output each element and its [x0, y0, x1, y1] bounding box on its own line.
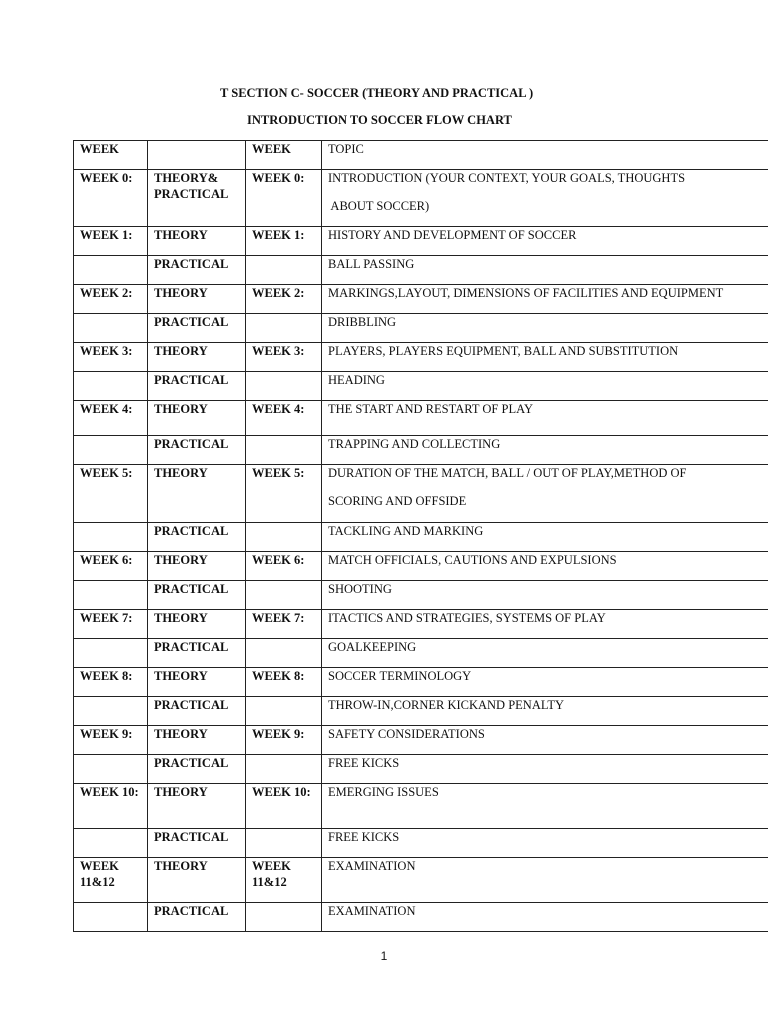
week-cell: WEEK 3: — [74, 343, 148, 372]
page-number: 1 — [380, 949, 388, 963]
table-row — [74, 343, 768, 372]
topic-line: SOCCER TERMINOLOGY — [328, 669, 472, 683]
session-type-cell: THEORY — [148, 285, 246, 314]
week-cell: WEEK 2: — [74, 285, 148, 314]
week-cell: WEEK 11&12 — [74, 858, 148, 903]
week-cell-2: WEEK 9: — [246, 726, 322, 755]
header-type — [148, 141, 246, 170]
week-cell — [74, 256, 148, 285]
table-row — [74, 285, 768, 314]
topic-cell — [322, 436, 768, 465]
document-subtitle: INTRODUCTION TO SOCCER FLOW CHART — [247, 113, 512, 127]
session-type-cell: THEORY — [148, 726, 246, 755]
week-cell-2: WEEK 1: — [246, 227, 322, 256]
topic-line: FREE KICKS — [328, 756, 400, 770]
table-row — [74, 465, 768, 523]
week-cell — [74, 639, 148, 668]
topic-line: HISTORY AND DEVELOPMENT OF SOCCER — [328, 228, 577, 242]
week-cell-2: WEEK 3: — [246, 343, 322, 372]
topic-line: EXAMINATION — [328, 859, 416, 873]
week-cell-2 — [246, 755, 322, 784]
session-type-cell: PRACTICAL — [148, 581, 246, 610]
topic-line: DURATION OF THE MATCH, BALL / OUT OF PLAY,METHOD OF — [328, 466, 687, 480]
session-type-cell: THEORY — [148, 858, 246, 903]
topic-line: THE START AND RESTART OF PLAY — [328, 402, 533, 416]
week-cell — [74, 829, 148, 858]
topic-cell — [322, 639, 768, 668]
session-type-cell: THEORY — [148, 343, 246, 372]
topic-cell — [322, 858, 768, 903]
table-row — [74, 314, 768, 343]
topic-cell — [322, 755, 768, 784]
session-type-cell: PRACTICAL — [148, 523, 246, 552]
header-topic: TOPIC — [322, 141, 768, 170]
week-cell-2 — [246, 314, 322, 343]
week-cell-2: WEEK 10: — [246, 784, 322, 829]
topic-cell — [322, 227, 768, 256]
topic-line: SHOOTING — [328, 582, 392, 596]
table-row — [74, 639, 768, 668]
topic-cell — [322, 465, 768, 523]
week-cell — [74, 697, 148, 726]
table-row — [74, 784, 768, 829]
week-cell: WEEK 9: — [74, 726, 148, 755]
topic-cell — [322, 829, 768, 858]
topic-cell — [322, 170, 768, 227]
header-week: WEEK — [74, 141, 148, 170]
week-cell-2 — [246, 697, 322, 726]
week-cell-2: WEEK 6: — [246, 552, 322, 581]
session-type-cell: PRACTICAL — [148, 314, 246, 343]
topic-line: BALL PASSING — [328, 257, 415, 271]
topic-line: HEADING — [328, 373, 385, 387]
flow-chart-table — [73, 140, 768, 932]
table-header-row — [74, 141, 768, 170]
week-cell-2: WEEK 5: — [246, 465, 322, 523]
week-cell — [74, 581, 148, 610]
session-type-cell: PRACTICAL — [148, 436, 246, 465]
topic-cell — [322, 903, 768, 932]
week-cell-2 — [246, 639, 322, 668]
session-type-cell: PRACTICAL — [148, 829, 246, 858]
topic-line: EMERGING ISSUES — [328, 785, 439, 799]
table-row — [74, 829, 768, 858]
table-row — [74, 401, 768, 436]
topic-cell — [322, 372, 768, 401]
week-cell — [74, 314, 148, 343]
topic-line: THROW-IN,CORNER KICKAND PENALTY — [328, 698, 564, 712]
table-row — [74, 372, 768, 401]
week-cell: WEEK 10: — [74, 784, 148, 829]
topic-cell — [322, 610, 768, 639]
week-cell — [74, 372, 148, 401]
table-row — [74, 170, 768, 227]
header-week-2: WEEK — [246, 141, 322, 170]
session-type-cell: THEORY — [148, 784, 246, 829]
session-type-cell: PRACTICAL — [148, 697, 246, 726]
week-cell-2 — [246, 581, 322, 610]
week-cell-2 — [246, 903, 322, 932]
topic-line: INTRODUCTION (YOUR CONTEXT, YOUR GOALS, THOUGHTS — [328, 171, 686, 185]
topic-line: MARKINGS,LAYOUT, DIMENSIONS OF FACILITIES AND EQUIPMENT — [328, 286, 724, 300]
topic-cell — [322, 343, 768, 372]
table-row — [74, 227, 768, 256]
week-cell: WEEK 1: — [74, 227, 148, 256]
table-row — [74, 668, 768, 697]
topic-line: SCORING AND OFFSIDE — [328, 494, 467, 508]
table-row — [74, 726, 768, 755]
table-row — [74, 610, 768, 639]
session-type-cell: THEORY — [148, 610, 246, 639]
table-row — [74, 581, 768, 610]
week-cell — [74, 436, 148, 465]
topic-line: FREE KICKS — [328, 830, 400, 844]
week-cell — [74, 755, 148, 784]
session-type-cell: PRACTICAL — [148, 755, 246, 784]
document-title: T SECTION C- SOCCER (THEORY AND PRACTICAL ) — [220, 86, 534, 100]
week-cell: WEEK 4: — [74, 401, 148, 436]
topic-line: TACKLING AND MARKING — [328, 524, 484, 538]
week-cell-2 — [246, 372, 322, 401]
session-type-cell: THEORY — [148, 552, 246, 581]
week-cell-2 — [246, 256, 322, 285]
topic-line: PLAYERS, PLAYERS EQUIPMENT, BALL AND SUBSTITUTION — [328, 344, 679, 358]
topic-line: ABOUT SOCCER) — [328, 199, 430, 213]
table-row — [74, 903, 768, 932]
topic-line: TRAPPING AND COLLECTING — [328, 437, 501, 451]
week-cell — [74, 523, 148, 552]
week-cell-2: WEEK 7: — [246, 610, 322, 639]
week-cell-2: WEEK 11&12 — [246, 858, 322, 903]
table-row — [74, 523, 768, 552]
topic-cell — [322, 581, 768, 610]
topic-line: GOALKEEPING — [328, 640, 417, 654]
week-cell-2: WEEK 2: — [246, 285, 322, 314]
topic-cell — [322, 726, 768, 755]
session-type-cell: PRACTICAL — [148, 372, 246, 401]
table-row — [74, 256, 768, 285]
flow-chart-body — [74, 141, 768, 932]
session-type-cell: THEORY — [148, 227, 246, 256]
topic-cell — [322, 314, 768, 343]
topic-cell — [322, 256, 768, 285]
table-row — [74, 697, 768, 726]
session-type-cell: THEORY& PRACTICAL — [148, 170, 246, 227]
week-cell-2: WEEK 8: — [246, 668, 322, 697]
week-cell-2 — [246, 523, 322, 552]
session-type-cell: PRACTICAL — [148, 639, 246, 668]
session-type-cell: PRACTICAL — [148, 256, 246, 285]
week-cell: WEEK 5: — [74, 465, 148, 523]
topic-cell — [322, 401, 768, 436]
topic-line: ITACTICS AND STRATEGIES, SYSTEMS OF PLAY — [328, 611, 606, 625]
week-cell: WEEK 6: — [74, 552, 148, 581]
table-row — [74, 755, 768, 784]
week-cell-2 — [246, 829, 322, 858]
week-cell-2: WEEK 0: — [246, 170, 322, 227]
session-type-cell: THEORY — [148, 668, 246, 697]
session-type-cell: THEORY — [148, 465, 246, 523]
topic-cell — [322, 697, 768, 726]
topic-line: SAFETY CONSIDERATIONS — [328, 727, 485, 741]
week-cell-2: WEEK 4: — [246, 401, 322, 436]
topic-cell — [322, 668, 768, 697]
session-type-cell: THEORY — [148, 401, 246, 436]
topic-line: DRIBBLING — [328, 315, 397, 329]
topic-cell — [322, 552, 768, 581]
topic-line: MATCH OFFICIALS, CAUTIONS AND EXPULSIONS — [328, 553, 617, 567]
week-cell: WEEK 0: — [74, 170, 148, 227]
topic-line: EXAMINATION — [328, 904, 416, 918]
week-cell: WEEK 8: — [74, 668, 148, 697]
topic-cell — [322, 285, 768, 314]
table-row — [74, 552, 768, 581]
session-type-cell: PRACTICAL — [148, 903, 246, 932]
week-cell: WEEK 7: — [74, 610, 148, 639]
table-row — [74, 436, 768, 465]
week-cell-2 — [246, 436, 322, 465]
topic-cell — [322, 523, 768, 552]
table-row — [74, 858, 768, 903]
week-cell — [74, 903, 148, 932]
topic-cell — [322, 784, 768, 829]
